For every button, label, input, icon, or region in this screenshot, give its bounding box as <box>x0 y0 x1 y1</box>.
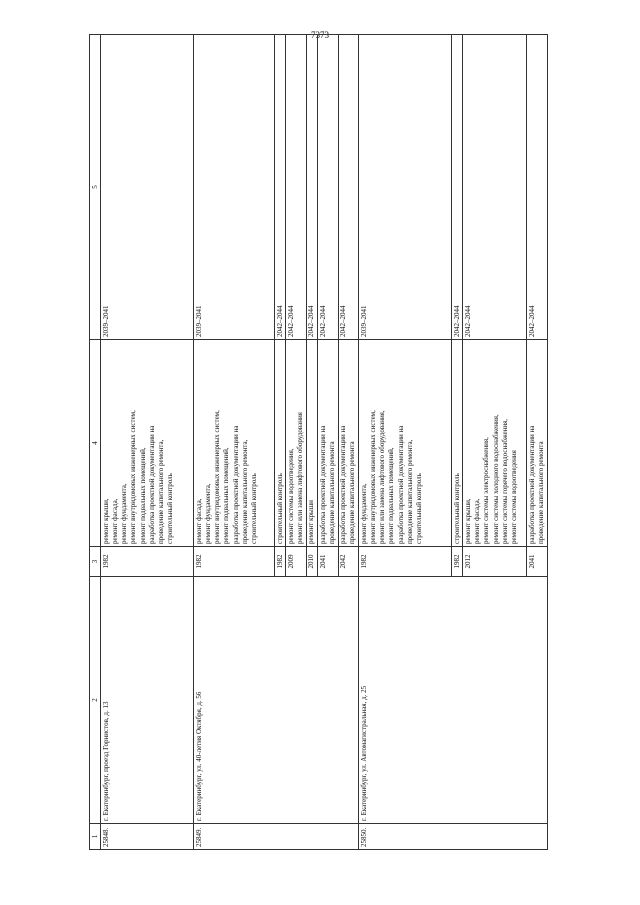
rotated-table-container <box>89 35 591 850</box>
works-cell <box>286 340 306 547</box>
work-item: ремонт системы горячего водоснабжения, <box>500 418 509 544</box>
work-item: проведение капитального ремонта, <box>240 439 249 544</box>
work-item: ремонт системы водоотведения <box>510 450 519 544</box>
work-item: ремонт подвальных помещений, <box>222 447 231 544</box>
work-item: ремонт подвальных помещений, <box>387 447 396 544</box>
column-header: 3 <box>90 547 101 577</box>
work-item: ремонт или замена лифтового оборудования, <box>378 410 387 544</box>
work-item: ремонт системы холодного водоснабжения, <box>491 414 500 544</box>
year-cell: 2041 <box>318 547 338 577</box>
work-item: ремонт внутридомовых инженерных систем, <box>213 410 222 544</box>
work-item: строительный контроль <box>166 473 175 544</box>
period-cell: 2039–2041 <box>101 35 194 340</box>
year-cell: 1982 <box>359 547 452 577</box>
work-item: разработка проектной документации на <box>231 425 240 544</box>
works-cell <box>452 340 463 547</box>
work-item: ремонт фундамента, <box>203 483 212 544</box>
work-item: ремонт подвальных помещений, <box>138 447 147 544</box>
period-cell: 2039–2041 <box>359 35 452 340</box>
column-header: 5 <box>90 35 101 340</box>
page-number: 7373 <box>311 30 329 40</box>
year-cell: 2010 <box>306 547 317 577</box>
work-item: ремонт внутридомовых инженерных систем, <box>368 410 377 544</box>
work-item: ремонт фасада, <box>194 498 203 544</box>
work-item: ремонт фасада, <box>473 498 482 544</box>
table-row <box>194 35 275 850</box>
table-row <box>101 35 194 850</box>
work-item: ремонт крыши, <box>463 498 472 544</box>
table-row <box>359 35 452 850</box>
work-item: проведение капитального ремонта <box>537 441 546 544</box>
work-item: разработка проектной документации на <box>527 425 536 544</box>
work-item: строительный контроль <box>415 473 424 544</box>
work-item: проведение капитального ремонта, <box>157 439 166 544</box>
works-cell <box>527 340 547 547</box>
period-cell: 2042–2044 <box>527 35 547 340</box>
work-item: ремонт или замена лифтового оборудования <box>296 412 305 544</box>
work-item: строительный контроль <box>275 473 284 544</box>
work-item: разработка проектной документации на <box>339 425 348 544</box>
year-cell: 2041 <box>527 547 547 577</box>
period-cell: 2042–2044 <box>275 35 286 340</box>
period-cell: 2042–2044 <box>306 35 317 340</box>
repair-schedule-table <box>89 34 548 850</box>
column-header: 2 <box>90 577 101 824</box>
work-item: проведение капитального ремонта <box>348 441 357 544</box>
work-item: ремонт внутридомовых инженерных систем, <box>129 410 138 544</box>
work-item: ремонт крыши, <box>101 498 110 544</box>
address-cell: г. Екатеринбург, ул. Автомагистральная, д. 25 <box>359 577 548 824</box>
works-cell <box>463 340 527 547</box>
works-cell <box>275 340 286 547</box>
work-item: разработка проектной документации на <box>318 425 327 544</box>
period-cell: 2042–2044 <box>286 35 306 340</box>
work-item: ремонт фундамента, <box>120 483 129 544</box>
works-cell <box>318 340 338 547</box>
works-cell <box>194 340 275 547</box>
work-item: проведение капитального ремонта <box>327 441 336 544</box>
column-header: 1 <box>90 824 101 850</box>
address-cell: г. Екатеринбург, ул. 40-летия Октября, д. 56 <box>194 577 359 824</box>
column-header: 4 <box>90 340 101 547</box>
work-item: разработка проектной документации на <box>396 425 405 544</box>
row-number: 25850. <box>359 824 548 850</box>
year-cell: 1982 <box>452 547 463 577</box>
year-cell: 1982 <box>194 547 275 577</box>
work-item: ремонт фундамента, <box>359 483 368 544</box>
row-number: 25848. <box>101 824 194 850</box>
period-cell: 2042–2044 <box>452 35 463 340</box>
year-cell: 1982 <box>101 547 194 577</box>
work-item: ремонт крыши <box>307 500 316 544</box>
works-cell <box>101 340 194 547</box>
year-cell: 2042 <box>338 547 358 577</box>
year-cell: 2009 <box>286 547 306 577</box>
year-cell: 1982 <box>275 547 286 577</box>
address-cell: г. Екатеринбург, проезд Горнистов, д. 13 <box>101 577 194 824</box>
year-cell: 2012 <box>463 547 527 577</box>
works-cell <box>306 340 317 547</box>
table-body <box>101 35 548 850</box>
period-cell: 2042–2044 <box>463 35 527 340</box>
row-number: 25849. <box>194 824 359 850</box>
work-item: проведение капитального ремонта, <box>405 439 414 544</box>
work-item: разработка проектной документации на <box>147 425 156 544</box>
period-cell: 2042–2044 <box>318 35 338 340</box>
period-cell: 2042–2044 <box>338 35 358 340</box>
work-item: ремонт системы электроснабжения, <box>482 437 491 544</box>
works-cell <box>359 340 452 547</box>
work-item: ремонт системы водоотведения, <box>286 448 295 544</box>
column-number-row <box>90 35 101 850</box>
work-item: строительный контроль <box>250 473 259 544</box>
works-cell <box>338 340 358 547</box>
work-item: строительный контроль <box>452 473 461 544</box>
period-cell: 2039–2041 <box>194 35 275 340</box>
work-item: ремонт фасада, <box>110 498 119 544</box>
